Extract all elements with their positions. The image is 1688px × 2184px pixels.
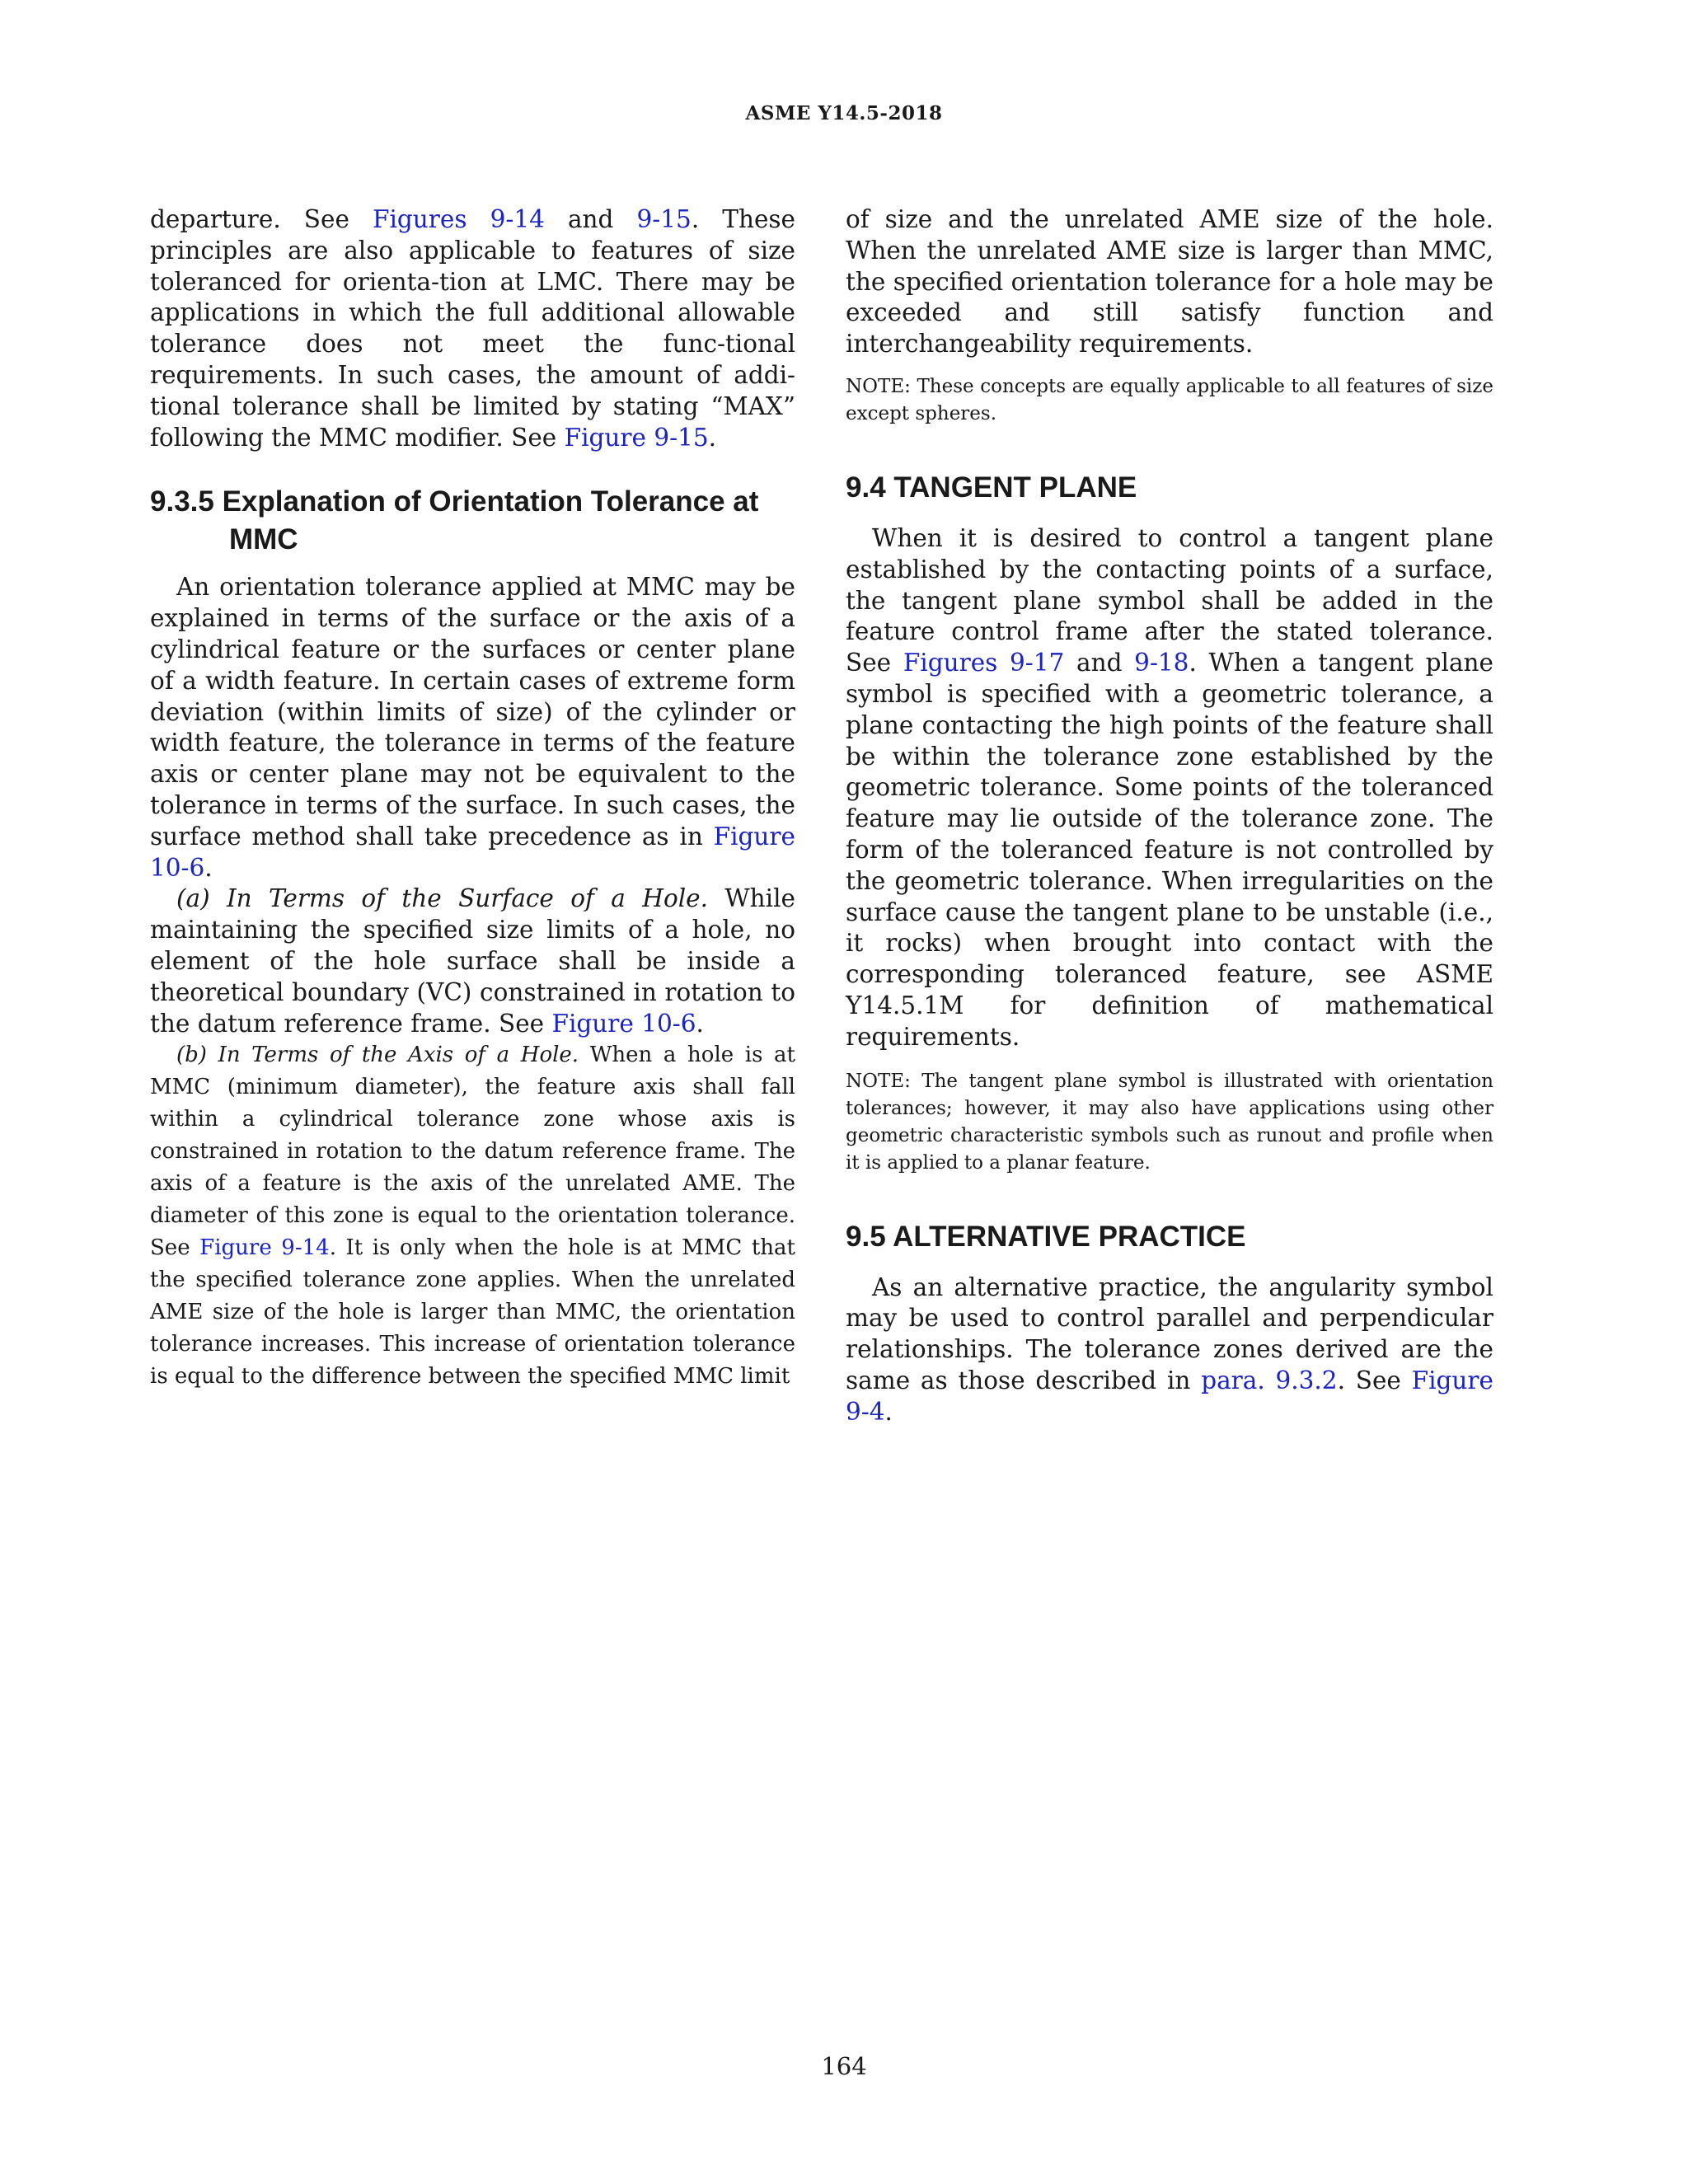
text-run: and bbox=[1064, 649, 1135, 677]
link-para-9-3-2[interactable]: para. 9.3.2 bbox=[1201, 1366, 1338, 1394]
left-column bbox=[150, 204, 795, 1393]
text-run: . These principles are also applicable to features of size toleranced for orienta-tion at LMC. There may be applications in which the full additional allowable tolerance does not meet the func-tional requirements. In such cases, the amount of addi-tional tolerance shall be limited by stating “MAX” following the MMC modifier. See bbox=[150, 205, 796, 452]
text-run: An orientation tolerance applied at MMC may be explained in terms of the surface or the axis of a cylindrical feature or the surfaces or center plane of a width feature. In certain cases of extreme form deviation (within limits of size) of the cylinder or width feature, the tolerance in terms of the feature axis or center plane may not be equivalent to the tolerance in terms of the surface. In such cases, the surface method shall take precedence as in bbox=[150, 573, 795, 851]
text-run: . See bbox=[1337, 1366, 1412, 1394]
link-figure-10-6-surface[interactable]: Figure 10-6 bbox=[551, 1009, 696, 1038]
paragraph-continuation: of size and the unrelated AME size of the hole. When the unrelated AME size is larger than MMC, the specified orientation tolerance for a hole may be exceeded and still satisfy function and interchangeability requirements. bbox=[846, 205, 1493, 359]
subpara-label-b: (b) In Terms of the Axis of a Hole. bbox=[176, 1043, 579, 1068]
paragraph-alternative-practice bbox=[846, 1272, 1493, 1428]
subpara-label-a: (a) In Terms of the Surface of a Hole. bbox=[176, 884, 708, 913]
text-run: When it is desired to control a tangent plane established by the contacting points of a surface, the tangent plane symbol shall be added in the feature control frame after the stated tolerance. See bbox=[846, 523, 1493, 677]
link-figures-9-14[interactable]: Figures 9-14 bbox=[373, 205, 545, 233]
paragraph-orientation-mmc bbox=[150, 572, 795, 883]
text-run: . It is only when the hole is at MMC that the specified tolerance zone applies. When the unrelated AME size of the hole is larger than MMC, the orientation tolerance increases. This increase of orientation tolerance is equal to the difference between the specified MMC limit bbox=[150, 1235, 795, 1390]
text-run: . bbox=[884, 1397, 893, 1426]
paragraph-surface-of-hole bbox=[150, 883, 795, 1039]
text-run: . When a tangent plane symbol is specified with a geometric tolerance, a plane contacting the high points of the feature shall be within the tolerance zone established by the geometric tolerance. Some points of the toleranced feature may lie outside of the tolerance zone. The form of the toleranced feature is not controlled by the geometric tolerance. When irregularities on the surface cause the tangent plane to be unstable (i.e., it rocks) when brought into contact with the corresponding toleranced feature, see ASME Y14.5.1M for definition of mathematical requirements. bbox=[846, 649, 1493, 1051]
paragraph-tangent-plane bbox=[846, 523, 1493, 1053]
paragraph-departure bbox=[150, 204, 795, 453]
paragraph-axis-of-hole bbox=[150, 1039, 795, 1393]
text-run: . bbox=[204, 853, 213, 882]
heading-9-4: 9.4 TANGENT PLANE bbox=[846, 471, 1137, 504]
heading-9-5: 9.5 ALTERNATIVE PRACTICE bbox=[846, 1220, 1246, 1253]
text-run: As an alternative practice, the angularity symbol may be used to control parallel and perpendicular relationships. The tolerance zones derived are the same as those described in bbox=[846, 1272, 1493, 1394]
heading-9-3-5: 9.3.5 Explanation of Orientation Tolerance at MMC bbox=[150, 485, 759, 556]
note-tangent-plane-symbol: NOTE: The tangent plane symbol is illustrated with orientation tolerances; however, it may also have applications using other geometric characteristic symbols such as runout and profile when it is applied to a planar feature. bbox=[846, 1070, 1493, 1174]
text-run: . bbox=[696, 1009, 704, 1038]
link-figure-9-4[interactable]: Figure 9-4 bbox=[846, 1366, 1493, 1426]
note-features-of-size: NOTE: These concepts are equally applicable to all features of size except spheres. bbox=[846, 375, 1493, 424]
running-header: ASME Y14.5-2018 bbox=[745, 102, 943, 124]
link-figure-9-18[interactable]: 9-18 bbox=[1134, 649, 1189, 677]
text-run: departure. See bbox=[150, 205, 373, 233]
page-number: 164 bbox=[821, 2052, 867, 2080]
text-run: and bbox=[544, 205, 637, 233]
text-run: When a hole is at MMC (minimum diameter), the feature axis shall fall within a cylindrical tolerance zone whose axis is constrained in rotation to the datum reference frame. The axis of a feature is the axis of the unrelated AME. The diameter of this zone is equal to the orientation tolerance. See bbox=[150, 1043, 795, 1261]
link-figure-10-6[interactable]: Figure 10-6 bbox=[150, 822, 795, 882]
right-column bbox=[846, 204, 1493, 1428]
link-figure-9-14-axis[interactable]: Figure 9-14 bbox=[199, 1235, 330, 1261]
link-figure-9-15-max[interactable]: Figure 9-15 bbox=[564, 423, 709, 452]
link-figures-9-17[interactable]: Figures 9-17 bbox=[903, 649, 1065, 677]
text-run: . bbox=[708, 423, 716, 452]
text-run: While maintaining the specified size limits of a hole, no element of the hole surface shall be inside a theoretical boundary (VC) constrained in rotation to the datum reference frame. See bbox=[150, 884, 795, 1038]
link-figure-9-15[interactable]: 9-15 bbox=[636, 205, 692, 233]
